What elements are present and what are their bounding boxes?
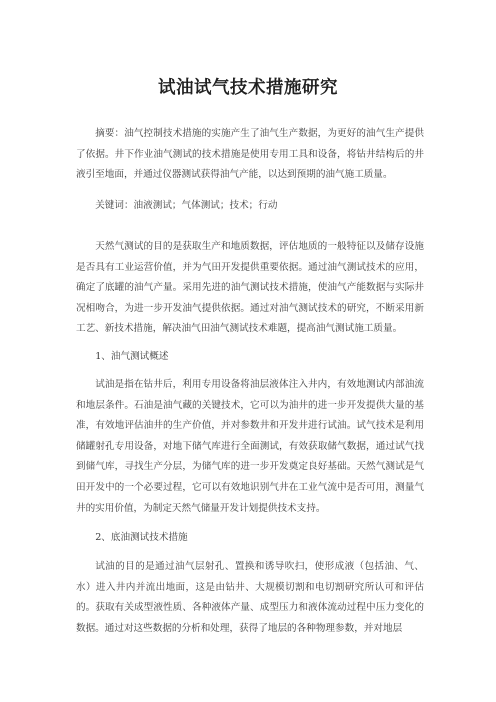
section-1-heading: 1、油气测试概述 bbox=[95, 351, 169, 362]
section-2-heading: 2、底油测试技术措施 bbox=[95, 532, 188, 543]
section-1-body: 试油是指在钻井后，利用专用设备将油层液体注入井内，有效地测试内部油流和地层条件。石油是油气藏的关键技术，它可以为油井的进一步开发提供大量的基准，有效地评估油井的生产价值，并对参数井和开发井进行试油。试气技术是利用储罐射孔专用设备，对地下储气库进行全面测试，有效获取储气数据，通过试气找到储气库，寻找生产分层，为储气库的进一步开发奠定良好基础。天然气测试是气田开发中的一个必要过程，它可以有效地识别气井在工业气流中是否可用，测量气井的实用价值，为制定天然气储量开发计划提供技术支持。 bbox=[76, 379, 424, 514]
keywords-line: 关键词：油液测试；气体测试；技术；行动 bbox=[95, 200, 278, 211]
section-2-body: 试油的目的是通过油气层射孔、置换和诱导吹扫，使形成液（包括油、气、水）进入井内并流出地面，这是由钻井、大规模切割和电切割研究所认可和评估的。获取有关成型液性质、各种液体产量、成型压力和液体流动过程中压力变化的数据。通过对这些数据的分析和处理，获得了地层的各种物理参数，并对地层 bbox=[76, 561, 424, 634]
document-title: 试油试气技术措施研究 bbox=[158, 78, 338, 98]
abstract-paragraph: 摘要：油气控制技术措施的实施产生了油气生产数据，为更好的油气生产提供了依据。井下作业油气测试的技术措施是使用专用工具和设备，将钻井结构后的井液引至地面，并通过仪器测试获得油气产能，以达到预期的油气施工质量。 bbox=[76, 128, 424, 181]
intro-paragraph: 天然气测试的目的是获取生产和地质数据，评估地质的一般特征以及储存设施是否具有工业运营价值，并为气田开发提供重要依据。通过油气测试技术的应用，确定了底罐的油气产量。采用先进的油气测试技术措施，使油气产能数据与实际井况相吻合，为进一步开发油气提供依据。通过对油气测试技术的研究，不断采用新工艺、新技术措施，解决油气田油气测试技术难题，提高油气测试施工质量。 bbox=[76, 241, 424, 335]
